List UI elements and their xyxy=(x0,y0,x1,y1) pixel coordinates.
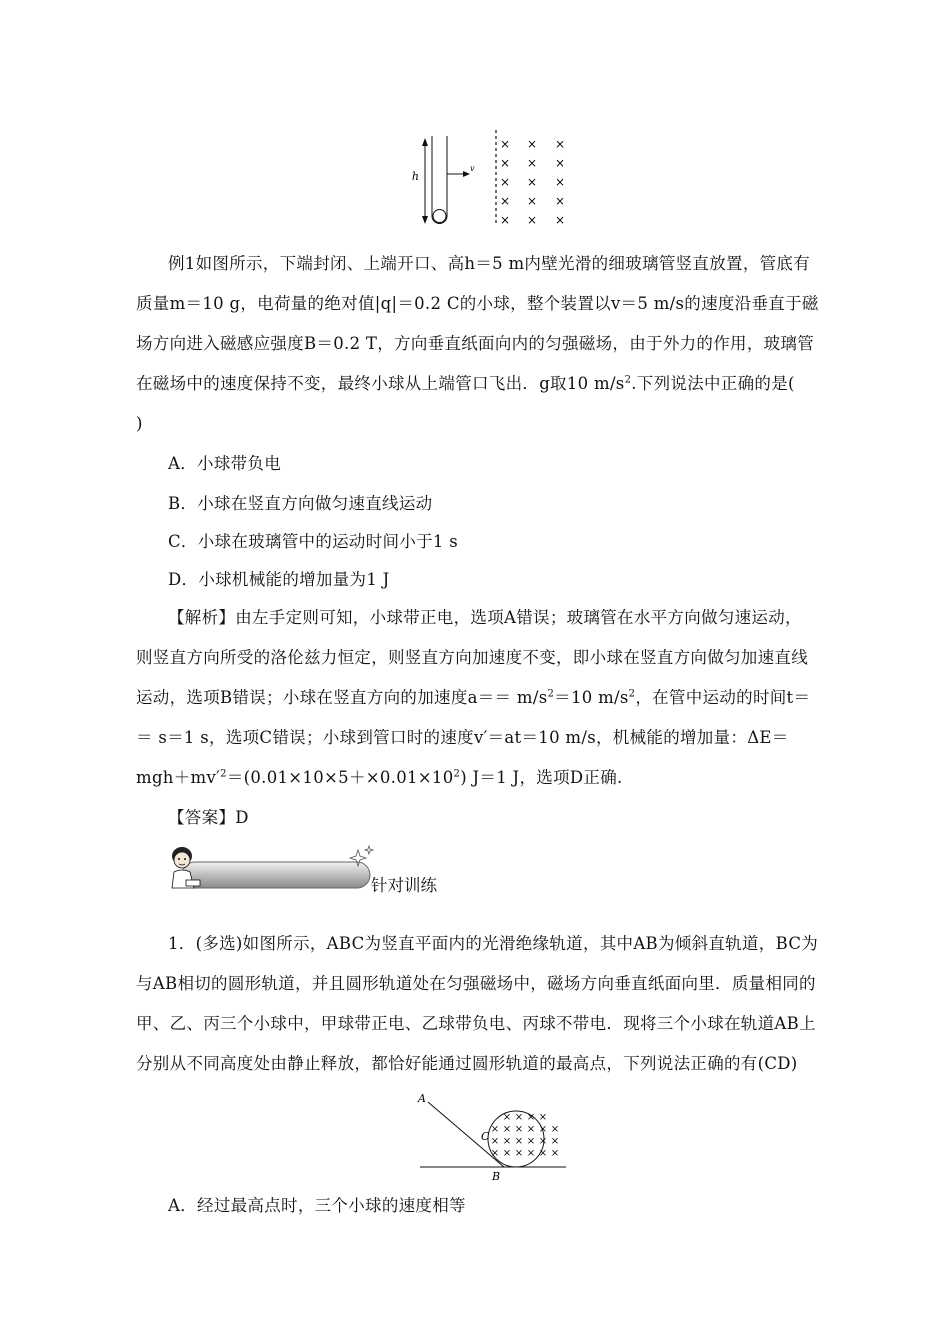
magnetic-field-crosses-2 xyxy=(491,1112,559,1159)
label-a: A xyxy=(418,1092,426,1105)
svg-text:×: × xyxy=(490,1148,500,1159)
analysis-line-4: ＝ s＝1 s，选项C错误；小球到管口时的速度v′＝at＝10 m/s，机械能的增加量：ΔE＝ xyxy=(136,728,789,747)
analysis-line-5: $mgh+mv'^2=(0.01\times 10\times 5+\times 0.01\times 10^2)$ J＝1 J，选项D正确. xyxy=(136,768,623,787)
question1-line-4: 分别从不同高度处由静止释放，都恰好能通过圆形轨道的最高点，下列说法正确的有(CD) xyxy=(136,1054,798,1073)
svg-text:×: × xyxy=(538,1148,548,1159)
figure-track-loop xyxy=(414,1088,568,1184)
figure-tube-magnetic-field xyxy=(410,128,580,228)
svg-text:×: × xyxy=(514,1148,524,1159)
svg-text:×: × xyxy=(526,194,538,208)
svg-text:×: × xyxy=(554,156,566,170)
example1-line-4: 在磁场中的速度保持不变，最终小球从上端管口飞出．g取10 $m/s^2$.下列说法中正确的是( xyxy=(136,374,795,393)
label-b: B xyxy=(492,1170,501,1183)
analysis-line-1: 【解析】由左手定则可知，小球带正电，选项A错误；玻璃管在水平方向做匀速运动， xyxy=(168,608,802,627)
analysis-line-2: 则竖直方向所受的洛伦兹力恒定，则竖直方向加速度不变，即小球在竖直方向做匀加速直线 xyxy=(136,648,808,667)
svg-text:×: × xyxy=(526,213,538,227)
label-c: C xyxy=(481,1130,490,1143)
question1-line-3: 甲、乙、丙三个小球中，甲球带正电、乙球带负电、丙球不带电．现将三个小球在轨道AB上 xyxy=(136,1014,816,1033)
svg-text:×: × xyxy=(526,1112,536,1123)
svg-text:×: × xyxy=(499,213,511,227)
svg-text:×: × xyxy=(514,1112,524,1123)
svg-text:×: × xyxy=(554,175,566,189)
magnetic-field-crosses xyxy=(500,137,565,227)
question1-line-2: 与AB相切的圆形轨道，并且圆形轨道处在匀强磁场中，磁场方向垂直纸面向里．质量相同的 xyxy=(136,974,816,993)
question1-line-1: 1．(多选)如图所示，ABC为竖直平面内的光滑绝缘轨道，其中AB为倾斜直轨道，BC为 xyxy=(168,934,819,953)
svg-text:×: × xyxy=(490,1124,500,1135)
svg-text:×: × xyxy=(499,137,511,151)
svg-text:×: × xyxy=(499,156,511,170)
svg-text:×: × xyxy=(550,1148,560,1159)
svg-text:×: × xyxy=(554,137,566,151)
svg-text:×: × xyxy=(550,1124,560,1135)
example1-option-a: A．小球带负电 xyxy=(168,454,282,473)
example1-option-d: D．小球机械能的增加量为1 J xyxy=(168,570,390,589)
svg-text:×: × xyxy=(502,1124,512,1135)
analysis-line-3: 运动，选项B错误；小球在竖直方向的加速度$a== m/s^2=10$ $m/s^2$，在管中运动的时间t＝ xyxy=(136,688,811,707)
svg-text:×: × xyxy=(538,1112,548,1123)
example1-option-c: C．小球在玻璃管中的运动时间小于1 s xyxy=(168,532,459,551)
example1-line-3: 场方向进入磁感应强度B＝0.2 T，方向垂直纸面向内的匀强磁场，由于外力的作用，玻璃管 xyxy=(136,334,815,353)
svg-text:×: × xyxy=(554,213,566,227)
svg-text:×: × xyxy=(554,194,566,208)
svg-text:×: × xyxy=(490,1136,500,1147)
banner-bar xyxy=(182,862,370,888)
svg-text:×: × xyxy=(526,1124,536,1135)
svg-text:×: × xyxy=(499,194,511,208)
svg-text:×: × xyxy=(526,175,538,189)
question1-option-a: A．经过最高点时，三个小球的速度相等 xyxy=(168,1196,466,1215)
example1-line-1: 例1如图所示，下端封闭、上端开口、高h＝5 m内壁光滑的细玻璃管竖直放置，管底有 xyxy=(168,254,811,273)
svg-text:×: × xyxy=(514,1136,524,1147)
training-banner-label: 针对训练 xyxy=(371,876,437,895)
example1-line-5: ) xyxy=(136,414,143,433)
example1-line-2: 质量m＝10 g，电荷量的绝对值|q|＝0.2 C的小球，整个装置以v＝5 m/s的速度沿垂直于磁 xyxy=(136,294,819,313)
svg-text:×: × xyxy=(550,1136,560,1147)
svg-text:×: × xyxy=(502,1148,512,1159)
svg-text:×: × xyxy=(526,1148,536,1159)
svg-text:×: × xyxy=(526,156,538,170)
velocity-label: v xyxy=(470,164,475,173)
svg-text:×: × xyxy=(538,1124,548,1135)
height-label: h xyxy=(411,170,419,183)
svg-text:×: × xyxy=(538,1136,548,1147)
svg-text:×: × xyxy=(514,1124,524,1135)
svg-text:×: × xyxy=(526,1136,536,1147)
svg-text:×: × xyxy=(502,1112,512,1123)
svg-text:×: × xyxy=(502,1136,512,1147)
ball xyxy=(433,210,446,223)
svg-text:×: × xyxy=(499,175,511,189)
svg-text:×: × xyxy=(526,137,538,151)
answer: 【答案】D xyxy=(168,808,249,827)
example1-option-b: B．小球在竖直方向做匀速直线运动 xyxy=(168,494,433,513)
